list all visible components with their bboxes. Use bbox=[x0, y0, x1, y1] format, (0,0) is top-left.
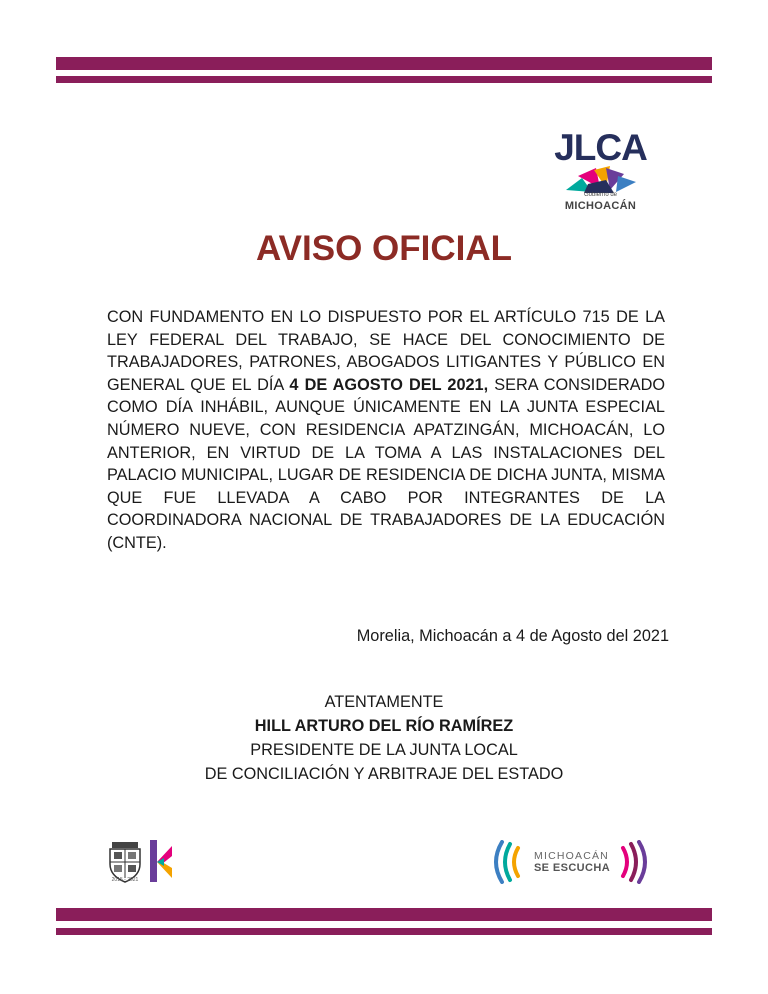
notice-body bbox=[107, 306, 665, 555]
k-logo-icon bbox=[148, 838, 174, 884]
sound-waves-right-icon bbox=[615, 840, 653, 884]
jlca-logo-text: JLCA bbox=[554, 127, 647, 168]
escucha-logo-line1: MICHOACÁN bbox=[534, 850, 609, 862]
notice-body-part1: CON FUNDAMENTO EN LO DISPUESTO POR EL ARTÍCULO 715 DE LA LEY FEDERAL DEL TRABAJO, SE HACE DEL CONOCIMIENTO DE TRABAJADORES, PATRONES, ABOGADOS LITIGANTES Y PÚBLICO EN GENERAL QUE EL DÍA bbox=[107, 308, 665, 394]
signature-name: HILL ARTURO DEL RÍO RAMÍREZ bbox=[254, 717, 514, 735]
notice-body-part2: SERA CONSIDERADO COMO DÍA INHÁBIL, AUNQUE ÚNICAMENTE EN LA JUNTA ESPECIAL NÚMERO NUEVE, CON RESIDENCIA APATZINGÁN, MICHOACÁN, LO ANTERIOR, EN VIRTUD DE LA TOMA A LAS INSTALACIONES DEL PALACIO MUNICIPAL, LUGAR DE RESIDENCIA DE DICHA JUNTA, MISMA QUE FUE LLEVADA A CABO POR INTEGRANTES DE LA COORDINADORA NACIONAL DE TRABAJADORES DE LA EDUCACIÓN (CNTE). bbox=[107, 375, 665, 552]
place-date: Morelia, Michoacán a 4 de Agosto del 2021 bbox=[356, 627, 669, 645]
bottom-band bbox=[56, 908, 712, 921]
top-band bbox=[56, 57, 712, 70]
jlca-logo bbox=[548, 128, 653, 220]
signature-closing: ATENTAMENTE bbox=[324, 693, 444, 711]
signature-role-line2: DE CONCILIACIÓN Y ARBITRAJE DEL ESTADO bbox=[204, 765, 564, 783]
signature-role-line1: PRESIDENTE DE LA JUNTA LOCAL bbox=[250, 741, 518, 759]
top-band-thin bbox=[56, 76, 712, 83]
notice-body-date: 4 DE AGOSTO DEL 2021, bbox=[289, 375, 489, 394]
escucha-logo-line2: SE ESCUCHA bbox=[533, 862, 611, 874]
michoacan-se-escucha-logo bbox=[488, 840, 653, 884]
bottom-band-thin bbox=[56, 928, 712, 935]
sound-waves-left-icon bbox=[488, 840, 526, 884]
jlca-logo-state: MICHOACÁN bbox=[564, 200, 637, 212]
notice-title: AVISO OFICIAL bbox=[255, 229, 513, 268]
shield-years: 2015 - 2021 bbox=[111, 877, 139, 883]
jlca-emblem-icon bbox=[562, 166, 640, 194]
jlca-logo-sub: Gobierno de bbox=[583, 192, 618, 198]
